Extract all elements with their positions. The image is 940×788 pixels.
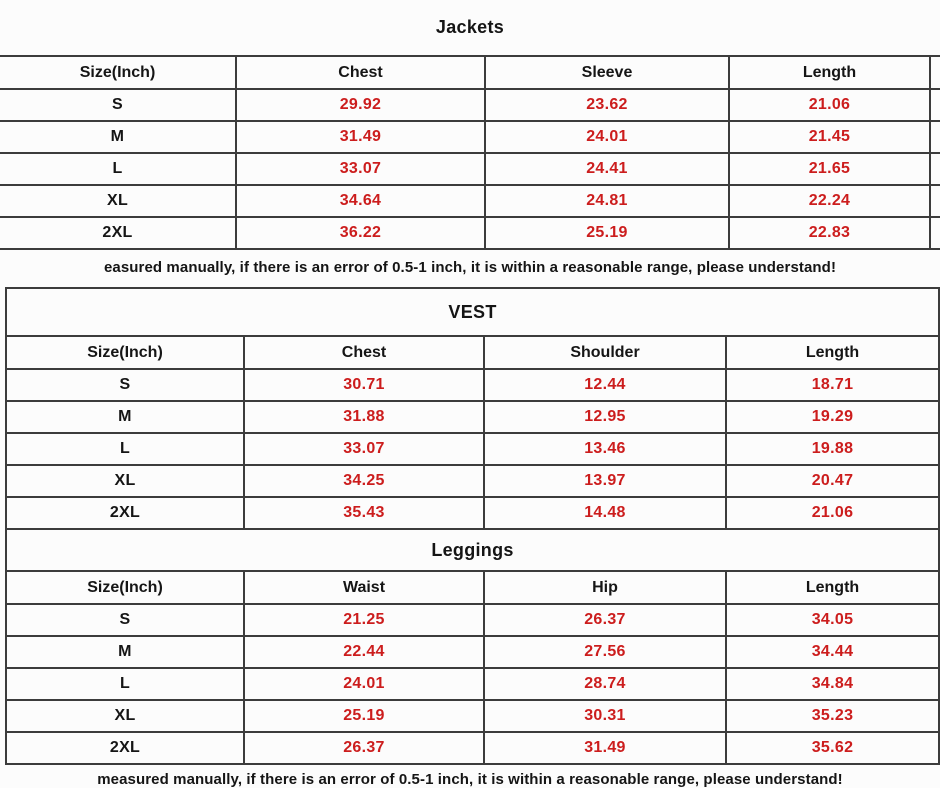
header-cell-length: Length (726, 336, 939, 369)
table-row (0, 121, 940, 153)
cutoff-cell (930, 89, 940, 121)
vest-header-row (6, 336, 939, 369)
value-cell: 36.22 (236, 217, 485, 249)
cutoff-cell (930, 217, 940, 249)
header-cell-size: Size(Inch) (6, 336, 244, 369)
value-cell: 26.37 (244, 732, 484, 764)
value-cell: 33.07 (236, 153, 485, 185)
value-cell: 21.45 (729, 121, 930, 153)
vest-title-row (6, 288, 939, 336)
value-cell: 30.31 (484, 700, 726, 732)
vest-leggings-table (5, 287, 940, 765)
value-cell: 13.46 (484, 433, 726, 465)
size-cell: M (0, 121, 236, 153)
size-cell: L (6, 433, 244, 465)
value-cell: 21.06 (726, 497, 939, 529)
cutoff-cell (930, 185, 940, 217)
size-cell: S (6, 369, 244, 401)
measurement-note-top: easured manually, if there is an error of 0.5-1 inch, it is within a reasonable range, please understand! (103, 259, 837, 276)
value-cell: 24.41 (485, 153, 729, 185)
header-cell-size: Size(Inch) (6, 571, 244, 604)
table-row (6, 401, 939, 433)
value-cell: 21.65 (729, 153, 930, 185)
value-cell: 29.92 (236, 89, 485, 121)
size-cell: L (0, 153, 236, 185)
table-row (0, 153, 940, 185)
value-cell: 33.07 (244, 433, 484, 465)
value-cell: 31.49 (484, 732, 726, 764)
leggings-title: Leggings (6, 529, 939, 571)
value-cell: 25.19 (485, 217, 729, 249)
table-row (6, 465, 939, 497)
value-cell: 35.62 (726, 732, 939, 764)
table-row (6, 433, 939, 465)
value-cell: 24.01 (244, 668, 484, 700)
value-cell: 31.88 (244, 401, 484, 433)
size-cell: XL (6, 700, 244, 732)
size-cell: XL (6, 465, 244, 497)
table-row (6, 636, 939, 668)
size-cell: S (6, 604, 244, 636)
value-cell: 23.62 (485, 89, 729, 121)
cutoff-cell (930, 56, 940, 89)
value-cell: 30.71 (244, 369, 484, 401)
header-cell-length: Length (726, 571, 939, 604)
value-cell: 26.37 (484, 604, 726, 636)
value-cell: 31.49 (236, 121, 485, 153)
cutoff-cell (930, 153, 940, 185)
value-cell: 27.56 (484, 636, 726, 668)
table-row (6, 700, 939, 732)
value-cell: 14.48 (484, 497, 726, 529)
size-cell: S (0, 89, 236, 121)
size-cell: 2XL (6, 497, 244, 529)
value-cell: 22.24 (729, 185, 930, 217)
value-cell: 18.71 (726, 369, 939, 401)
value-cell: 12.44 (484, 369, 726, 401)
value-cell: 34.64 (236, 185, 485, 217)
value-cell: 20.47 (726, 465, 939, 497)
size-cell: M (6, 636, 244, 668)
value-cell: 24.81 (485, 185, 729, 217)
value-cell: 25.19 (244, 700, 484, 732)
header-cell-waist: Waist (244, 571, 484, 604)
value-cell: 35.23 (726, 700, 939, 732)
table-row (6, 369, 939, 401)
value-cell: 13.97 (484, 465, 726, 497)
header-cell-chest: Chest (244, 336, 484, 369)
size-cell: XL (0, 185, 236, 217)
size-cell: 2XL (6, 732, 244, 764)
header-cell-hip: Hip (484, 571, 726, 604)
value-cell: 34.84 (726, 668, 939, 700)
table-row (0, 89, 940, 121)
leggings-title-row (6, 529, 939, 571)
header-cell-shoulder: Shoulder (484, 336, 726, 369)
table-row (6, 497, 939, 529)
value-cell: 34.05 (726, 604, 939, 636)
size-cell: L (6, 668, 244, 700)
value-cell: 12.95 (484, 401, 726, 433)
measurement-note-bottom: measured manually, if there is an error of 0.5-1 inch, it is within a reasonable range, please understand! (97, 771, 843, 788)
value-cell: 19.29 (726, 401, 939, 433)
header-cell-length: Length (729, 56, 930, 89)
cutoff-cell (930, 121, 940, 153)
value-cell: 34.44 (726, 636, 939, 668)
vest-title: VEST (6, 288, 939, 336)
table-row (0, 217, 940, 249)
value-cell: 22.44 (244, 636, 484, 668)
value-cell: 28.74 (484, 668, 726, 700)
table-row (6, 604, 939, 636)
jackets-header-row (0, 56, 940, 89)
value-cell: 21.06 (729, 89, 930, 121)
value-cell: 22.83 (729, 217, 930, 249)
size-cell: M (6, 401, 244, 433)
value-cell: 35.43 (244, 497, 484, 529)
value-cell: 19.88 (726, 433, 939, 465)
table-row (6, 732, 939, 764)
jackets-table (0, 55, 940, 250)
value-cell: 21.25 (244, 604, 484, 636)
size-cell: 2XL (0, 217, 236, 249)
table-row (6, 668, 939, 700)
header-cell-sleeve: Sleeve (485, 56, 729, 89)
header-cell-size: Size(Inch) (0, 56, 236, 89)
value-cell: 24.01 (485, 121, 729, 153)
value-cell: 34.25 (244, 465, 484, 497)
header-cell-chest: Chest (236, 56, 485, 89)
table-row (0, 185, 940, 217)
leggings-header-row (6, 571, 939, 604)
jackets-title: Jackets (435, 17, 505, 37)
